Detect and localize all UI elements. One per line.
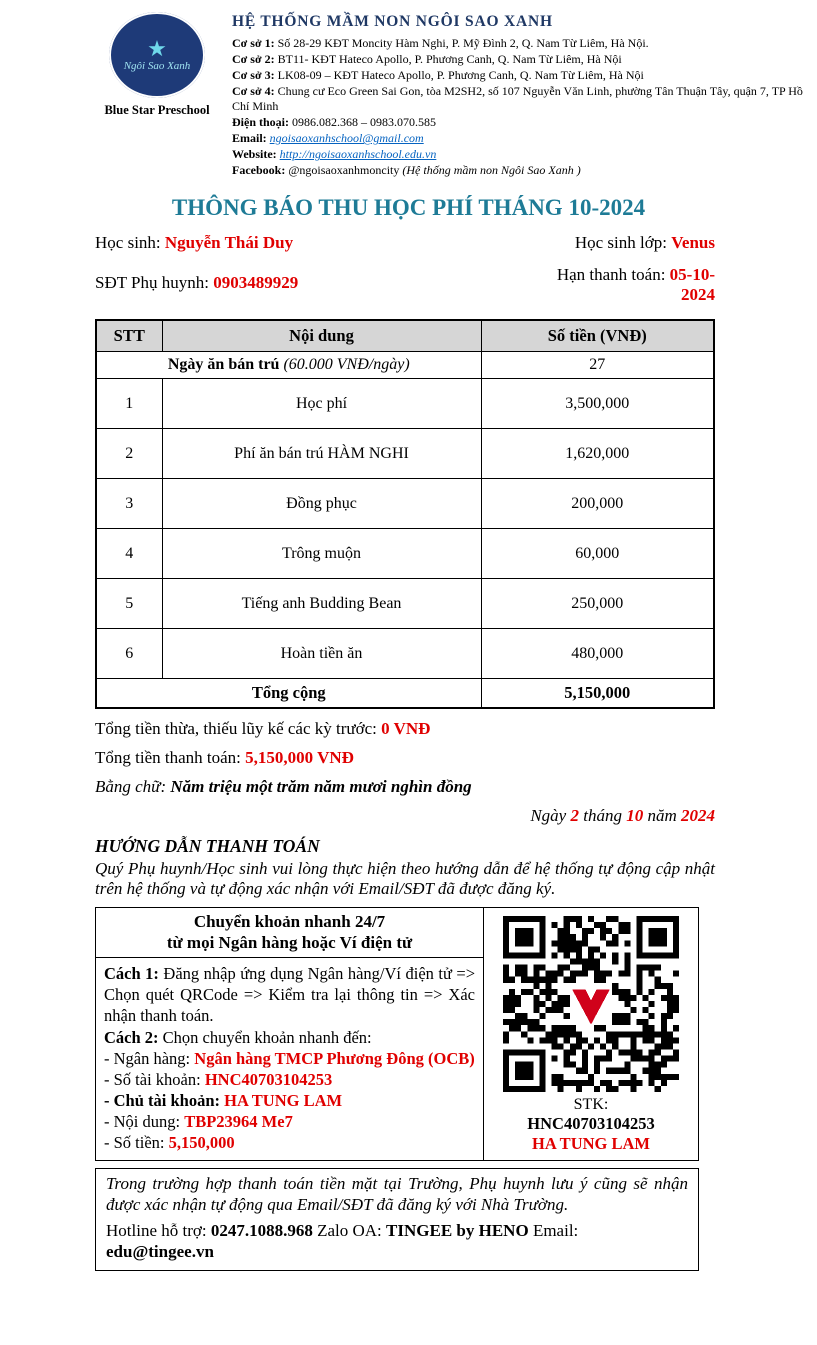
due-date-line [537,265,715,305]
table-row [96,529,714,579]
facebook-handle[interactable]: @ngoisaoxanhmoncity [288,163,400,178]
parent-phone-value: 0903489929 [213,273,299,293]
school-logo-emblem [109,12,205,98]
header-amount: Số tiền (VNĐ) [481,320,714,352]
holder-label: - Chủ tài khoản: [104,1090,220,1110]
row-stt: 1 [96,379,162,429]
method-2-text: Chọn chuyển khoản nhanh đến: [162,1027,372,1047]
row-amount: 3,500,000 [481,379,714,429]
method-1-line [104,963,475,1026]
bank-line [104,1048,475,1069]
method-2-label: Cách 2: [104,1027,159,1047]
branch-2-label: Cơ sở 2: [232,52,275,67]
holder-value: HA TUNG LAM [224,1090,343,1110]
row-content: Học phí [162,379,481,429]
school-logo [98,12,216,179]
carryover-label: Tổng tiền thừa, thiếu lũy kế các kỳ trước: [95,719,377,739]
grand-total-label: Tổng tiền thanh toán: [95,748,241,768]
table-row [96,379,714,429]
table-row [96,629,714,679]
facebook-label: Facebook: [232,163,286,178]
bank-value: Ngân hàng TMCP Phương Đông (OCB) [194,1048,475,1068]
amount-label: - Số tiền: [104,1133,165,1153]
row-content: Trông muộn [162,529,481,579]
parent-phone-line [95,273,298,293]
transfer-content-value: TBP23964 Me7 [184,1112,293,1132]
amount-in-words-value: Năm triệu một trăm năm mươi nghìn đồng [170,777,472,797]
branch-line-4 [232,84,803,114]
holder-line [104,1090,475,1111]
row-amount: 200,000 [481,479,714,529]
school-name: HỆ THỐNG MẦM NON NGÔI SAO XANH [232,13,553,30]
row-stt: 6 [96,629,162,679]
phone-value: 0986.082.368 – 0983.070.585 [292,115,436,130]
meal-days-row [96,352,714,379]
grand-total-line [95,748,715,768]
branch-line-3 [232,68,803,83]
hotline-label: Hotline hỗ trợ: [106,1220,207,1240]
branch-3-label: Cơ sở 3: [232,68,275,83]
main-content [95,233,715,1271]
row-stt: 4 [96,529,162,579]
carryover-value: 0 VNĐ [381,719,431,739]
row-amount: 60,000 [481,529,714,579]
date-word-year: năm [647,806,677,826]
cash-payment-note: Trong trường hợp thanh toán tiền mặt tại Trường, Phụ huynh lưu ý cũng sẽ nhận được xác nhận tự động qua Email/SĐT đã đăng ký với Nhà Trường. [106,1174,688,1215]
amount-in-words-line [95,777,715,797]
branch-4-text: Chung cư Eco Green Sai Gon, tòa M2SH2, số 107 Nguyễn Văn Linh, phường Tân Thuận Tây, quận 7, TP Hồ Chí Minh [232,84,803,114]
bank-label: - Ngân hàng: [104,1048,191,1068]
email-link[interactable]: ngoisaoxanhschool@gmail.com [269,131,424,146]
facebook-note: (Hệ thống mầm non Ngôi Sao Xanh ) [402,163,581,178]
page-title: THÔNG BÁO THU HỌC PHÍ THÁNG 10-2024 [171,195,646,221]
branch-1-text: Số 28-29 KĐT Moncity Hàm Nghi, P. Mỹ Đình 2, Q. Nam Từ Liêm, Hà Nội. [277,36,649,51]
branch-line-1 [232,36,803,51]
payment-box-title [96,908,483,958]
row-content: Phí ăn bán trú HÀM NGHI [162,429,481,479]
account-label: - Số tài khoản: [104,1069,201,1089]
student-class-value: Venus [671,233,715,253]
issue-date-line [95,806,715,826]
hotline-line [106,1220,688,1263]
date-month: 10 [626,806,644,826]
branch-line-2 [232,52,803,67]
branch-4-label: Cơ sở 4: [232,84,275,99]
logo-script-text: Ngôi Sao Xanh [123,60,191,72]
zalo-value: TINGEE by HENO [386,1220,529,1240]
stk-label: STK: [573,1096,609,1114]
total-label: Tổng cộng [96,679,481,709]
table-row [96,579,714,629]
student-name-label: Học sinh: [95,233,161,253]
website-link[interactable]: http://ngoisaoxanhschool.edu.vn [279,147,437,162]
due-date-value: 05-10-2024 [669,265,715,305]
footer-box [95,1168,699,1271]
payment-title-line1: Chuyển khoản nhanh 24/7 [193,912,386,932]
grand-total-value: 5,150,000 VNĐ [245,748,354,768]
stk-account: HNC40703104253 [527,1114,655,1134]
payment-box [95,907,699,1161]
row-content: Đồng phục [162,479,481,529]
hotline-value: 0247.1088.968 [210,1220,313,1240]
email-line [232,131,803,146]
account-value: HNC40703104253 [204,1069,333,1089]
student-name-value: Nguyễn Thái Duy [164,233,294,253]
date-day: 2 [570,806,579,826]
payment-guide-intro: Quý Phụ huynh/Học sinh vui lòng thực hiện theo hướng dẫn để hệ thống tự động cập nhật trên hệ thống và tự động xác nhận với Email/SĐT đã được đăng ký. [95,859,715,899]
phone-label: Điện thoại: [232,115,289,130]
amount-value: 5,150,000 [168,1133,235,1153]
header-stt: STT [96,320,162,352]
row-stt: 3 [96,479,162,529]
total-amount: 5,150,000 [481,679,714,709]
summary-section [95,719,715,826]
meal-days-note: (60.000 VNĐ/ngày) [283,356,410,374]
table-row [96,479,714,529]
branch-3-text: LK08-09 – KĐT Hateco Apollo, P. Phương Canh, Q. Nam Từ Liêm, Hà Nội [277,68,644,83]
method-1-text: Đăng nhập ứng dụng Ngân hàng/Ví điện tử => Chọn quét QRCode => Kiểm tra lại thông tin => Xác nhận thanh toán. [104,964,476,1026]
payment-methods [96,958,483,1159]
school-info [232,12,817,179]
total-row [96,679,714,709]
header [0,12,817,179]
amount-line [104,1132,475,1153]
footer-email-label: Email: [532,1220,579,1240]
qr-code-svg [503,916,679,1092]
stk-holder: HA TUNG LAM [532,1134,650,1154]
phone-line [232,115,803,130]
meal-days-label: Ngày ăn bán trú [167,356,280,374]
fee-table-header-row [96,320,714,352]
qr-panel [484,908,698,1160]
qr-code [503,916,679,1092]
meal-days-cell [96,352,481,379]
branch-2-text: BT11- KĐT Hateco Apollo, P. Phương Canh, Q. Nam Từ Liêm, Hà Nội [277,52,622,67]
meal-days-value: 27 [481,352,714,379]
footer-email-value[interactable]: edu@tingee.vn [106,1242,214,1262]
carryover-line [95,719,715,739]
facebook-line [232,163,803,178]
date-year: 2024 [681,806,715,826]
row-amount: 250,000 [481,579,714,629]
student-row-2 [95,265,715,305]
row-stt: 2 [96,429,162,479]
student-row-1 [95,233,715,253]
fee-table [95,319,715,709]
email-label: Email: [232,131,267,146]
payment-instructions [96,908,484,1160]
row-stt: 5 [96,579,162,629]
account-line [104,1069,475,1090]
zalo-label: Zalo OA: [317,1220,382,1240]
transfer-content-line [104,1111,475,1132]
date-word-day: Ngày [530,806,567,826]
student-class-line [575,233,715,253]
due-date-label: Hạn thanh toán: [556,265,666,285]
website-label: Website: [232,147,277,162]
method-1-label: Cách 1: [104,964,159,984]
amount-in-words-label: Bằng chữ: [95,777,167,797]
row-content: Hoàn tiền ăn [162,629,481,679]
row-content: Tiếng anh Budding Bean [162,579,481,629]
row-amount: 1,620,000 [481,429,714,479]
student-class-label: Học sinh lớp: [574,233,667,253]
table-row [96,429,714,479]
star-icon: ★ [147,36,167,61]
logo-caption: Blue Star Preschool [104,103,210,117]
branch-1-label: Cơ sở 1: [232,36,275,51]
payment-title-line2: từ mọi Ngân hàng hoặc Ví điện tử [166,932,413,952]
header-content: Nội dung [162,320,481,352]
method-2-line [104,1027,475,1048]
transfer-content-label: - Nội dung: [104,1112,181,1132]
row-amount: 480,000 [481,629,714,679]
payment-guide-heading: HƯỚNG DẪN THANH TOÁN [95,836,320,857]
parent-phone-label: SĐT Phụ huynh: [95,273,209,293]
website-line [232,147,803,162]
date-word-month: tháng [583,806,622,826]
student-name-line [95,233,293,253]
